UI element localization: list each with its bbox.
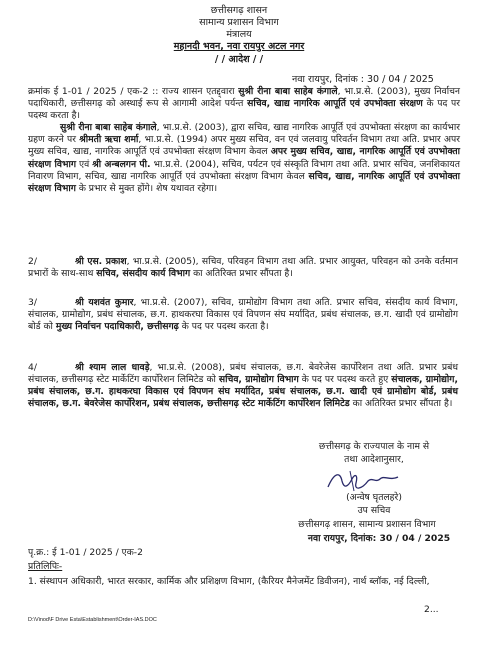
signatory-department: छत्तीसगढ़ शासन, सामान्य प्रशासन विभाग bbox=[298, 519, 436, 530]
paragraph-2: 2/ श्री एस. प्रकाश, भा.प्र.से. (2005), सचिव, परिवहन विभाग तथा अति. प्रभार आयुक्त, परिवहन को उनके वर्तमान प्रभारों के साथ-साथ सचिव, संसदीय कार्य विभाग का अतिरिक्त प्रभार सौंपता है। bbox=[28, 256, 458, 280]
order-number: क्रमांक ई 1-01 / 2025 / एक-2 bbox=[28, 86, 149, 97]
signature-dateline: नवा रायपुर, दिनांक: 30 / 04 / 2025 bbox=[307, 533, 451, 544]
copy-item-1: 1. संस्थापन अधिकारी, भारत सरकार, कार्मिक और प्रशिक्षण विभाग, (कैरियर मैनेजमेंट डिवीजन), नार्थ ब्लॉक, नई दिल्ली, bbox=[28, 576, 430, 587]
file-path-footer: D:\Vinod\F Drive Esta\Establishment\Order-IAS.DOC bbox=[28, 617, 157, 623]
header-order-title: / / आदेश / / bbox=[214, 54, 264, 65]
closing-order-line: तथा आदेशानुसार, bbox=[344, 454, 404, 465]
order-dateline: नवा रायपुर, दिनांक : 30 / 04 / 2025 bbox=[292, 74, 434, 85]
header-ministry: मंत्रालय bbox=[226, 29, 252, 40]
copy-to-label: प्रतिलिपिः- bbox=[28, 561, 63, 572]
paragraph-4: 4/ श्री श्याम लाल धावड़े, भा.प्र.से. (2008), प्रबंध संचालक, छ.ग. बेवरेजेस कार्पोरेशन तथा अति. प्रभार प्रबंध संचालक, छत्तीसगढ़ स्टेट मार्केटिंग कार्पोरेशन लिमिटेड को सचिव, ग्रामोद्योग विभाग के पद पर पदस्थ करते हुए संचालक, ग्रामोद्योग, प्रबंध संचालक, छ.ग. हाथकरघा विकास एवं विपणन संघ मर्यादित, प्रबंध संचालक, छ.ग. खादी एवं ग्रामोद्योग बोर्ड, प्रबंध संचालक, छ.ग. बेवरेजेस कार्पोरेशन, प्रबंध संचालक, छत्तीसगढ़ स्टेट मार्केटिंग कार्पोरेशन लिमिटेड का अतिरिक्त प्रभार सौंपता है। bbox=[28, 362, 458, 410]
paragraph-3: 3/ श्री यशवंत कुमार, भा.प्र.से. (2007), सचिव, ग्रामोद्योग विभाग तथा अति. प्रभार सचिव, संसदीय कार्य विभाग, संचालक, ग्रामोद्योग, प्रबंध संचालक, छ.ग. हाथकरघा विकास एवं विपणन संघ मर्यादित, प्रबंध संचालक, छ.ग. खादी एवं ग्रामोद्योग बोर्ड को मुख्य निर्वाचन पदाधिकारी, छत्तीसगढ़ के पद पर पदस्थ करता है। bbox=[28, 297, 459, 333]
next-page-marker: 2... bbox=[424, 604, 439, 615]
paragraph-1: क्रमांक ई 1-01 / 2025 / एक-2 :: राज्य शासन एतद्द्वारा सुश्री रीना बाबा साहेब कंगाले, भा.प्र.से. (2003), मुख्य निर्वाचन पदाधिकारी, छत्तीसगढ़ को अस्थाई रूप से आगामी आदेश पर्यन्त सचिव, खाद्य नागरिक आपूर्ति एवं उपभोक्ता संरक्षण के पद पर पदस्थ करता है। सुश्री रीना बाबा साहेब कंगाले, भा.प्र.से. (2003), द्वारा सचिव, खाद्य नागरिक आपूर्ति एवं उपभोक्ता संरक्षण का कार्यभार ग्रहण करने पर श्रीमती ऋचा शर्मा, भा.प्र.से. (1994) अपर मुख्य सचिव, वन एवं जलवायु परिवर्तन विभाग तथा अति. प्रभार अपर मुख्य सचिव, खाद्य, नागरिक आपूर्ति एवं उपभोक्ता संरक्षण विभाग केवल अपर मुख्य सचिव, खाद्य, नागरिक आपूर्ति एवं उपभोक्ता संरक्षण विभाग एवं श्री अन्बलगन पी. भा.प्र.से. (2004), सचिव, पर्यटन एवं संस्कृति विभाग तथा अति. प्रभार सचिव, जनशिकायत निवारण विभाग, सचिव, खाद्य नागरिक आपूर्ति एवं उपभोक्ता संरक्षण विभाग केवल सचिव, खाद्य, नागरिक आपूर्ति एवं उपभोक्ता संरक्षण विभाग के प्रभार से मुक्त होंगे। शेष यथावत रहेगा। bbox=[28, 86, 461, 194]
closing-governor-line: छत्तीसगढ़ के राज्यपाल के नाम से bbox=[318, 441, 430, 452]
signatory-designation: उप सचिव bbox=[357, 505, 391, 516]
header-state: छत्तीसगढ़ शासन bbox=[210, 5, 268, 16]
endorsement-number: पृ.क्र.: ई 1-01 / 2025 / एक-2 bbox=[28, 547, 143, 558]
signatory-name: (अन्वेष घृतलहरे) bbox=[346, 492, 402, 503]
header-address: महानदी भवन, नवा रायपुर अटल नगर bbox=[173, 41, 305, 52]
signature-image bbox=[320, 467, 410, 495]
header-department: सामान्य प्रशासन विभाग bbox=[199, 17, 279, 28]
